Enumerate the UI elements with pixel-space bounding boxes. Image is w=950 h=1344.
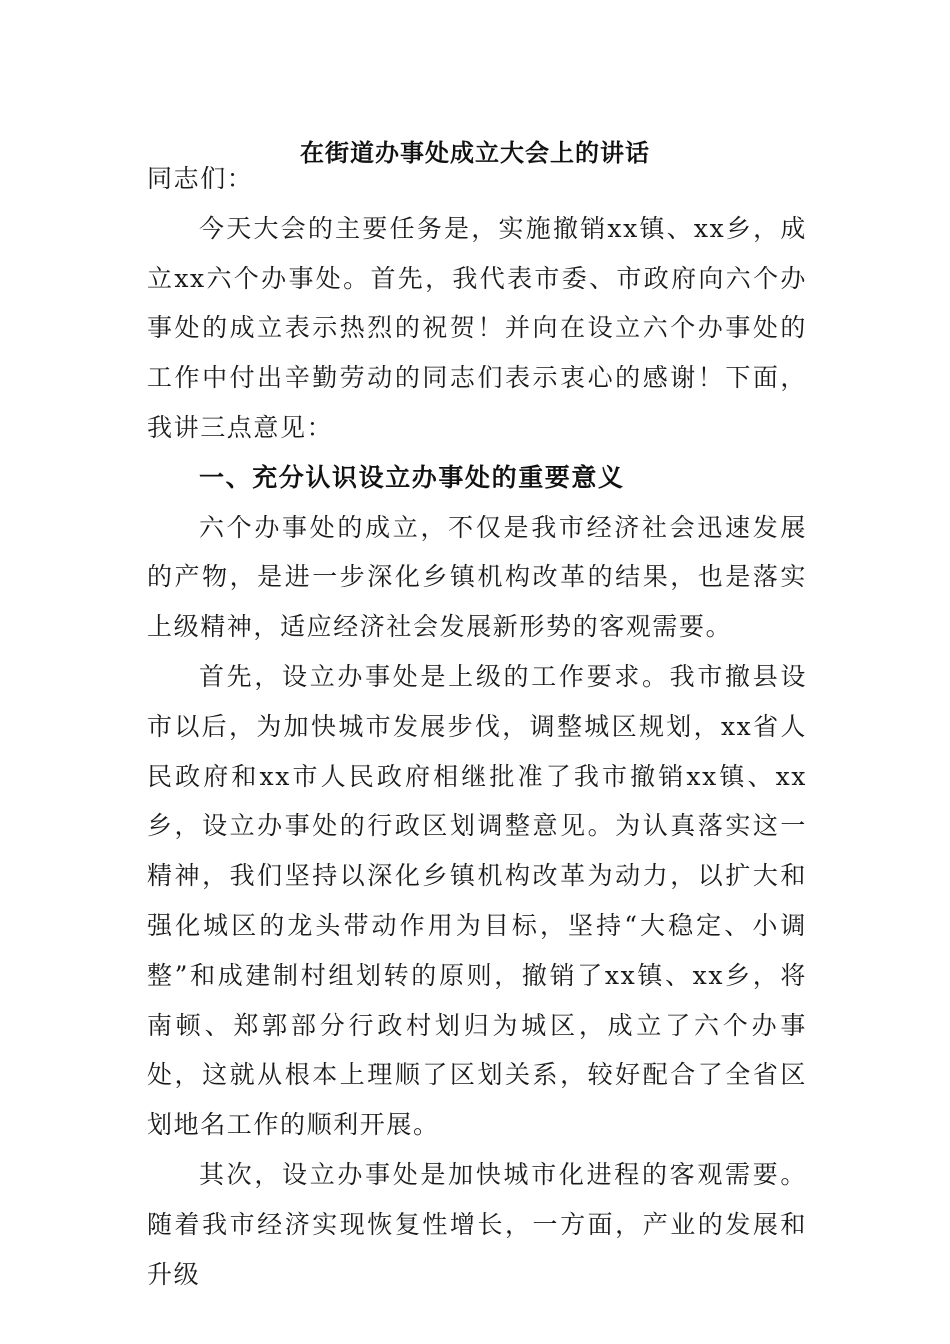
paragraph-intro: 今天大会的主要任务是，实施撤销xx镇、xx乡，成立xx六个办事处。首先，我代表市委、市政府向六个办事处的成立表示热烈的祝贺！并向在设立六个办事处的工作中付出辛勤劳动的同志们表示衷心的感谢！下面，我讲三点意见：: [147, 213, 807, 442]
paragraph: 六个办事处的成立，不仅是我市经济社会迅速发展的产物，是进一步深化乡镇机构改革的结果，也是落实上级精神，适应经济社会发展新形势的客观需要。: [147, 512, 807, 642]
document-body: [147, 154, 807, 1299]
paragraph: 其次，设立办事处是加快城市化进程的客观需要。随着我市经济实现恢复性增长，一方面，产业的发展和升级: [147, 1159, 807, 1289]
salutation: 同志们：: [147, 164, 254, 193]
section-heading-1: 一、充分认识设立办事处的重要意义: [199, 462, 625, 492]
paragraph: 首先，设立办事处是上级的工作要求。我市撤县设市以后，为加快城市发展步伐，调整城区规划，xx省人民政府和xx市人民政府相继批准了我市撤销xx镇、xx乡，设立办事处的行政区划调整意见。为认真落实这一精神，我们坚持以深化乡镇机构改革为动力，以扩大和强化城区的龙头带动作用为目标，坚持“大稳定、小调整”和成建制村组划转的原则，撤销了xx镇、xx乡，将南顿、郑郭部分行政村划归为城区，成立了六个办事处，这就从根本上理顺了区划关系，较好配合了全省区划地名工作的顺利开展。: [147, 661, 807, 1140]
document-title: 在街道办事处成立大会上的讲话: [300, 139, 650, 167]
